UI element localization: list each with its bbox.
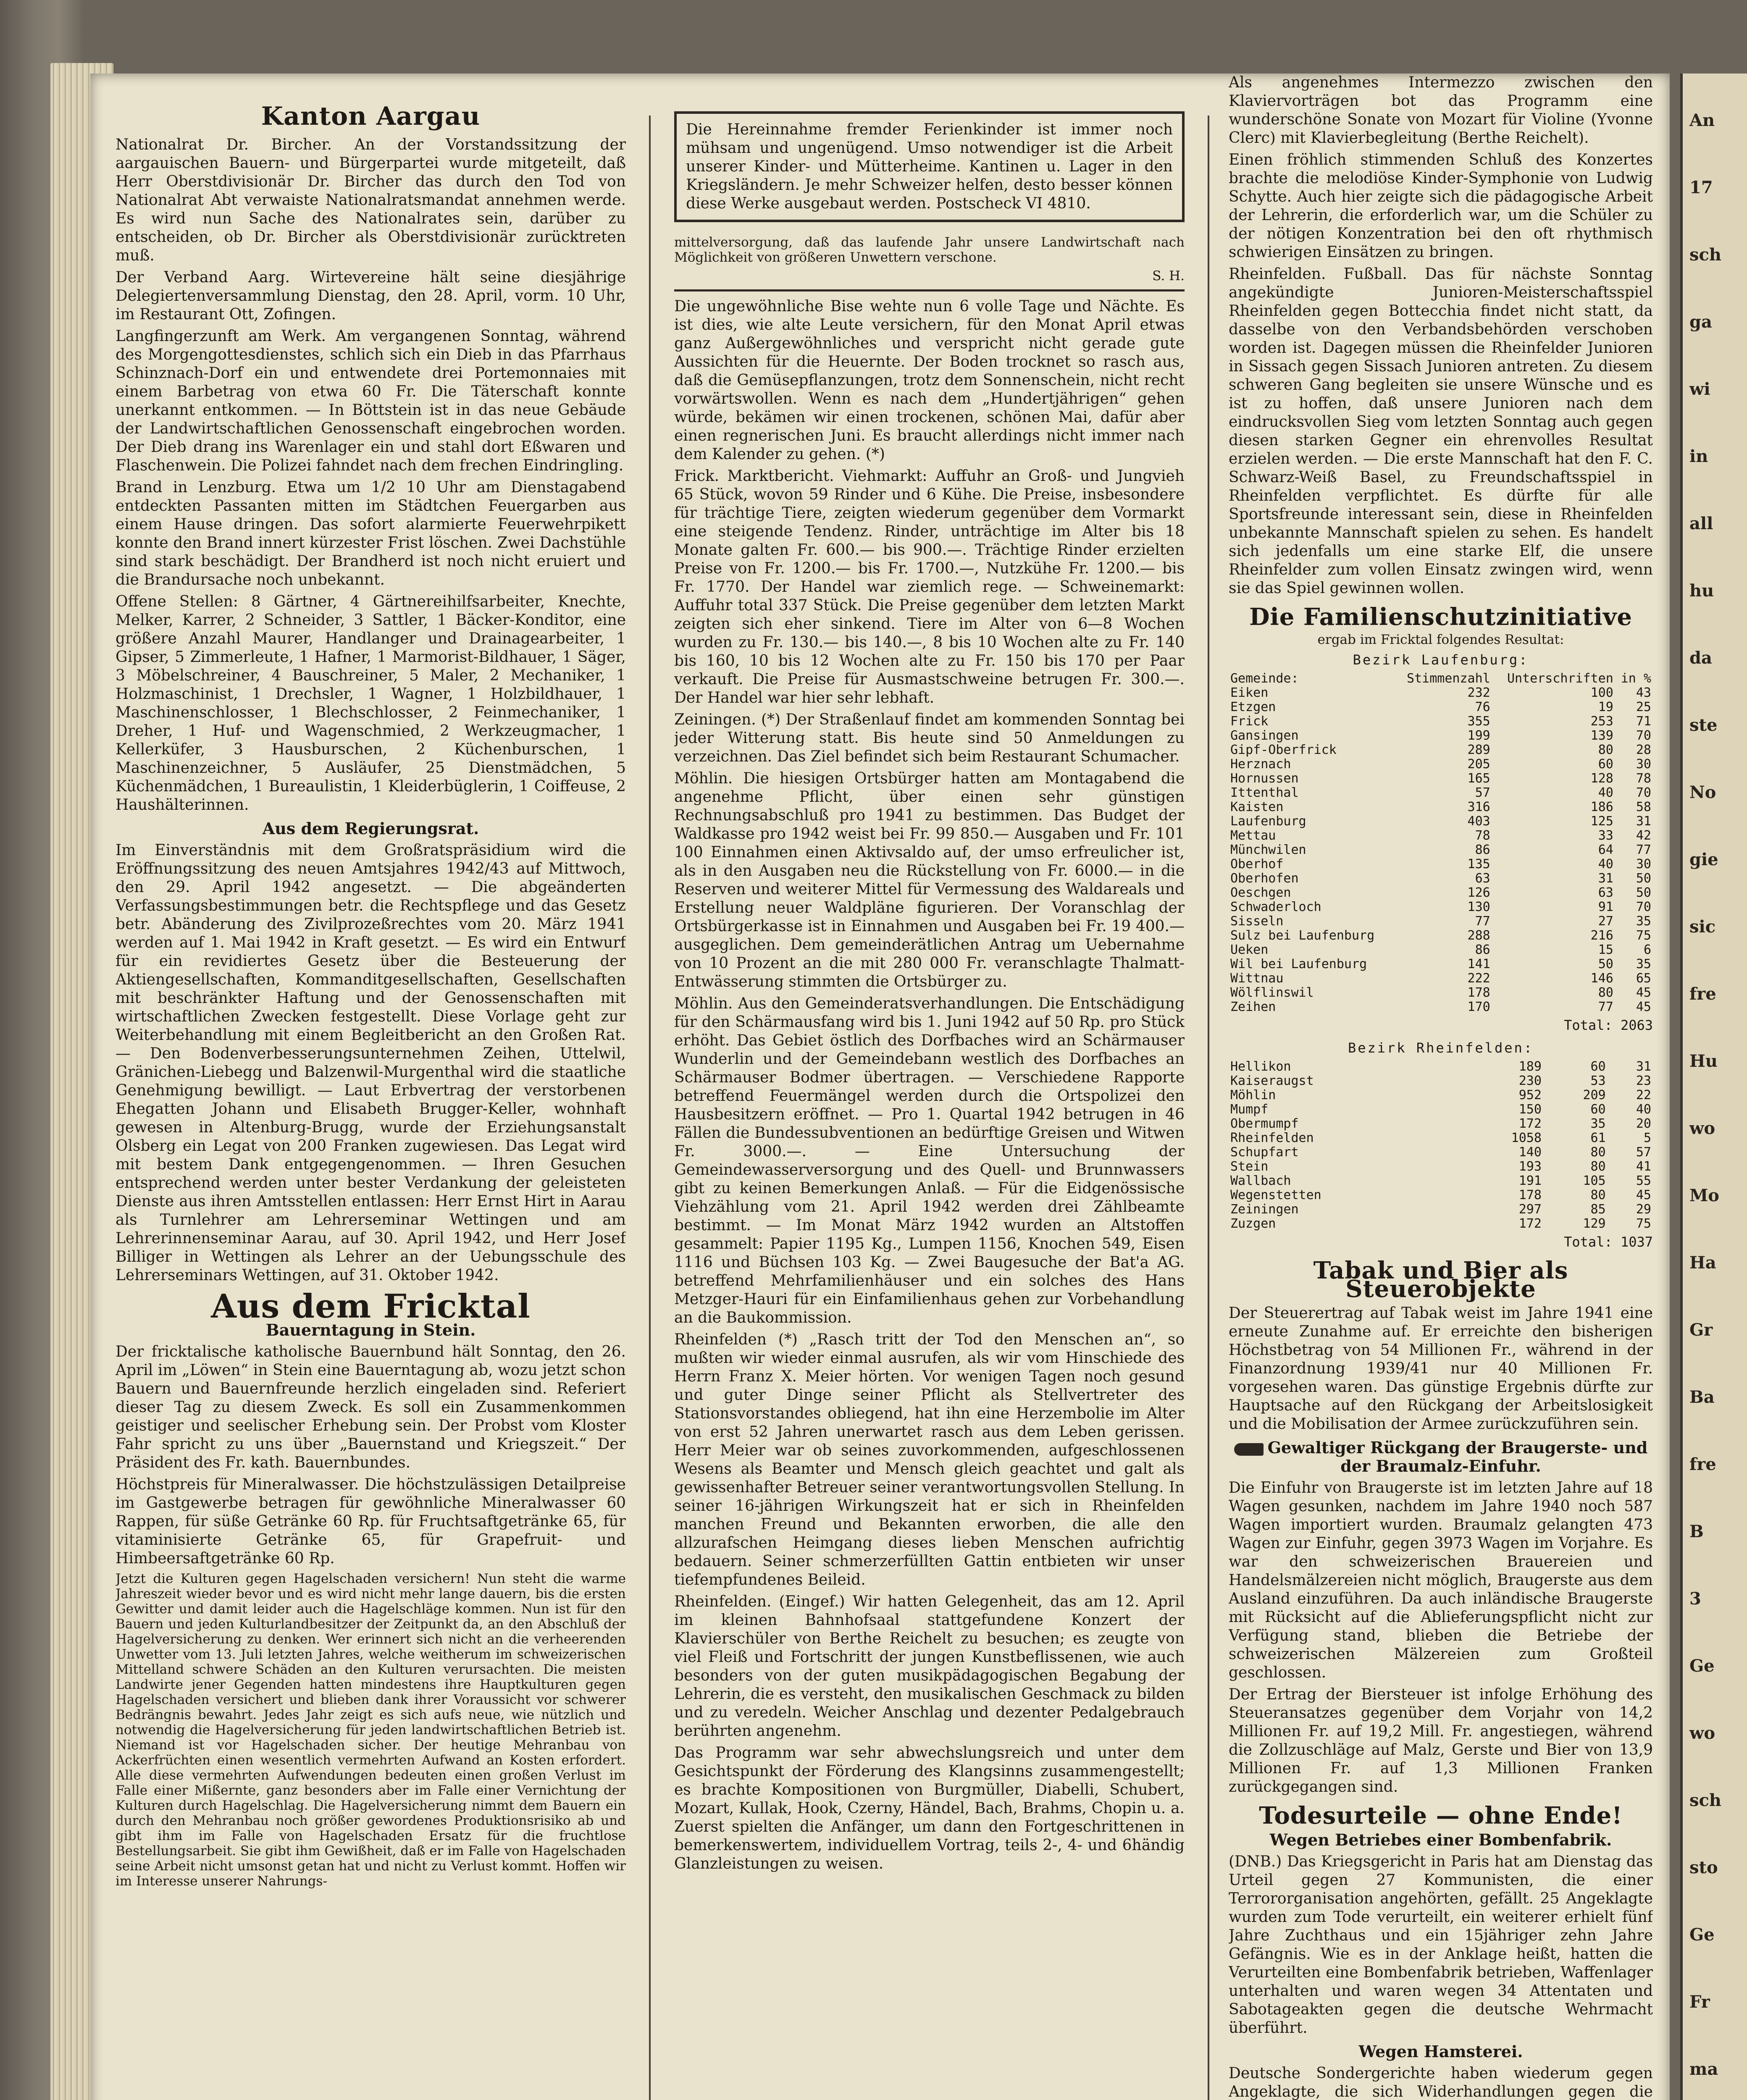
- number-cell: 253: [1590, 714, 1613, 729]
- municipality-cell: Mumpf: [1230, 1102, 1269, 1117]
- municipality-cell: Gansingen: [1230, 728, 1299, 743]
- number-cell: 135: [1467, 857, 1490, 872]
- number-cell: 65: [1636, 971, 1651, 986]
- col-header: Stimmenzahl: [1407, 671, 1490, 686]
- table-row: [1229, 1202, 1653, 1217]
- adjacent-page-text: No: [1689, 782, 1716, 802]
- number-cell: 1058: [1511, 1131, 1542, 1145]
- article-zeiningen: Zeiningen. (*) Der Straßenlauf findet am kommenden Sonntag bei jeder Witterung statt. Bis heute sind 50 Anmeldungen zu verzeichnen. Das Ziel befindet sich beim Restaurant Schumacher.: [674, 711, 1185, 765]
- article-bauerntagung: Der fricktalische katholische Bauernbund hält Sonntag, den 26. April im „Löwen“ in Stein eine Bauerntagung ab, wozu jetzt schon Bauern und Bauernfreunde herzlich eingeladen sind. Referiert dieser Tag zu diesem Zweck. Es soll ein Zusammenkommen geistiger und seelischer Erhebung sein. Der Probst vom Kloster Fahr spricht zu uns über „Bauernstand und Kriegszeit.“ Der Präsident des Fr. kath. Bauernbundes.: [116, 1343, 626, 1471]
- district-heading: Bezirk Rheinfelden:: [1348, 1040, 1534, 1056]
- article-fussball: Rheinfelden. Fußball. Das für nächste Sonntag angekündigte Junioren-Meisterschaftsspiel Rheinfelden gegen Bottecchia findet nicht statt, da dasselbe von den Verbandsbehörden verschoben worden ist. Dagegen müssen die Rheinfelder Junioren in Sissach gegen Sissach Junioren antreten. Zu diesem schweren Gang begleiten sie unsere Wünsche und es ist zu hoffen, daß unsere Junioren nach dem eindrucksvollen Sieg vom letzten Sonntag auch gegen diesen starken Gegner ein ehrenvolles Resultat erzielen werden. — Die erste Mannschaft hat den F. C. Schwarz-Weiß Basel, zu Freundschaftsspiel in Rheinfelden verpflichtet. Es dürfte für alle Sportsfreunde interessant sein, diese in Rheinfelden unbekannte Mannschaft spielen zu sehen. Es handelt sich jedenfalls um eine starke Elf, die unsere Rheinfelder zum vollen Einsatz zwingen wird, wenn sie das Spiel gewinnen wollen.: [1229, 265, 1653, 597]
- article-langfinger: Langfingerzunft am Werk. Am vergangenen Sonntag, während des Morgengottesdienstes, schlich sich ein Dieb in das Pfarrhaus Schinznach-Dorf ein und entwendete drei Portemonnaies mit einem Barbetrag von etwa 60 Fr. Die Täterschaft konnte unerkannt entkommen. — In Böttstein ist in das neue Gebäude der Landwirtschaftlichen Genossenschaft eingebrochen worden. Der Dieb drang ins Warenlager ein und stahl dort Eßwaren und Flaschenwein. Die Polizei fahndet nach dem frechen Eindringling.: [116, 328, 626, 474]
- number-cell: 80: [1598, 743, 1613, 757]
- municipality-cell: Gipf-Oberfrick: [1230, 743, 1337, 757]
- adjacent-page-text: gie: [1689, 850, 1718, 869]
- number-cell: 50: [1636, 885, 1651, 900]
- municipality-cell: Zeihen: [1230, 1000, 1276, 1014]
- number-cell: 42: [1636, 828, 1651, 843]
- number-cell: 31: [1636, 814, 1651, 829]
- number-cell: 76: [1475, 700, 1490, 714]
- adjacent-page-text: Ge: [1689, 1925, 1715, 1945]
- number-cell: 30: [1636, 857, 1651, 872]
- number-cell: 77: [1636, 843, 1651, 857]
- number-cell: 130: [1467, 900, 1490, 914]
- number-cell: 19: [1598, 700, 1613, 714]
- municipality-cell: Frick: [1230, 714, 1269, 729]
- number-cell: 129: [1583, 1216, 1606, 1231]
- adjacent-page-text: Hu: [1689, 1051, 1718, 1071]
- number-cell: 86: [1475, 942, 1490, 957]
- number-cell: 70: [1636, 728, 1651, 743]
- municipality-cell: Zeiningen: [1230, 1202, 1299, 1217]
- pointing-hand-icon: [1234, 1443, 1264, 1456]
- number-cell: 172: [1518, 1116, 1542, 1131]
- number-cell: 43: [1636, 685, 1651, 700]
- divider: [674, 289, 1185, 291]
- article-bircher: Nationalrat Dr. Bircher. An der Vorstandssitzung der aargauischen Bauern- und Bürgerpartei wurde mitgeteilt, daß Herr Oberstdivisionär Dr. Bircher das durch den Tod von Nationalrat Abt verwaiste Nationalratsmandat annehmen werde. Es wird nun Sache des Nationalrates sein, darüber zu entscheiden, ob Dr. Bircher als Oberstdivisionär zurücktreten muß.: [116, 136, 626, 264]
- municipality-cell: Oeschgen: [1230, 885, 1291, 900]
- municipality-cell: Oberhof: [1230, 857, 1284, 872]
- municipality-cell: Wegenstetten: [1230, 1188, 1321, 1202]
- number-cell: 316: [1467, 800, 1490, 814]
- number-cell: 57: [1636, 1145, 1651, 1160]
- number-cell: 35: [1636, 957, 1651, 971]
- table-row: [1229, 743, 1653, 757]
- number-cell: 33: [1598, 828, 1613, 843]
- adjacent-page-text: Mo: [1689, 1186, 1719, 1205]
- section-heading: Todesurteile — ohne Ende!: [1259, 1802, 1623, 1830]
- municipality-cell: Rheinfelden: [1230, 1131, 1314, 1145]
- subheading: Wegen Hamsterei.: [1358, 2042, 1523, 2061]
- table-row: [1229, 1088, 1653, 1102]
- article-rheinfelden-2: Rheinfelden. (Eingef.) Wir hatten Gelegenheit, das am 12. April im kleinen Bahnhofsaal stattgefundene Konzert der Klavierschüler von Berthe Reichelt zu besuchen; es zeugte von viel Fleiß und Fortschritt der jungen Kunstbeflissenen, wie auch besonders von der guten musikpädagogischen Begabung der Lehrerin, die es versteht, den musikalischen Geschmack zu bilden und zu veredeln. Weicher Anschlag und dezenter Pedalgebrauch berührten angenehm.: [674, 1593, 1185, 1740]
- adjacent-page-text: ga: [1689, 312, 1712, 332]
- column-rule: [1208, 116, 1209, 2100]
- number-cell: 23: [1636, 1074, 1651, 1088]
- municipality-cell: Zuzgen: [1230, 1216, 1276, 1231]
- table-row: [1229, 700, 1653, 714]
- number-cell: 232: [1467, 685, 1490, 700]
- number-cell: 45: [1636, 985, 1651, 1000]
- table-total: Total: 1037: [1564, 1234, 1653, 1250]
- municipality-cell: Schwaderloch: [1230, 900, 1321, 914]
- adjacent-page-text: 3: [1689, 1589, 1701, 1609]
- table-row: [1229, 757, 1653, 772]
- subheading-text: Gewaltiger Rückgang der Braugerste- und der Braumalz-Einfuhr.: [1267, 1438, 1648, 1475]
- adjacent-page-text: 17: [1689, 178, 1713, 197]
- section-heading: Aus dem Fricktal: [211, 1287, 531, 1326]
- adjacent-page-text: fre: [1689, 1454, 1716, 1474]
- number-cell: 58: [1636, 800, 1651, 814]
- table-row: [1229, 957, 1653, 971]
- article-moehlin-2: Möhlin. Aus den Gemeinderatsverhandlungen. Die Entschädigung für den Schärmausfang wird bis 1. Juni 1942 auf 50 Rp. pro Stück erhöht. Das Gebiet östlich des Dorfbaches wird an Schärmauser Wunderlin und der Gemeindebann westlich des Dorfbaches an Schärmauser Bodmer übertragen. — Verschiedene Rapporte betreffend Feuermängel werden durch die Ortspolizei den Hausbesitzern eröffnet. — Pro 1. Quartal 1942 betrugen in 46 Fällen die Bundessubventionen an bedürftige Greisen und Witwen Fr. 3000.—. — Eine Untersuchung der Gemeindewasserversorgung und des Quell- und Brunnwassers gibt zu keinen Bemerkungen Anlaß. — Für die Eidgenössische Viehzählung vom 21. April 1942 werden drei Zählbeamte bestimmt. — Im Monat März 1942 wurden an Altstoffen gesammelt: Papier 1195 Kg., Lumpen 1156, Knochen 549, Eisen 1116 und Büchsen 103 Kg. — Zwei Baugesuche der Bat'a AG. betreffend Mehrfamilienhäuser und ein solches des Hans Metzger-Hauri für ein Einfamilienhaus gehen zur Vorbehandlung an die Baukommission.: [674, 995, 1185, 1326]
- table-total: Total: 2063: [1564, 1017, 1653, 1033]
- section-heading: Kanton Aargau: [261, 102, 481, 131]
- table-row: [1229, 829, 1653, 843]
- adjacent-page-text: in: [1689, 446, 1708, 466]
- number-cell: 60: [1598, 757, 1613, 772]
- article-tabak: Der Steuerertrag auf Tabak weist im Jahre 1941 eine erneute Zunahme auf. Er erreichte den bisherigen Höchstbetrag von 54 Millionen Fr., während in der Finanzordnung 1939/41 nur 40 Millionen Fr. vorgesehen waren. Das günstige Ergebnis dürfte zur Hauptsache auf den Rückgang der Arbeitslosigkeit und die Mobilisation der Armee zurückzuführen sein.: [1229, 1305, 1653, 1433]
- number-cell: 191: [1518, 1173, 1542, 1188]
- article-stellen: Offene Stellen: 8 Gärtner, 4 Gärtnereihilfsarbeiter, Knechte, Melker, Karrer, 2 Schneider, 3 Sattler, 1 Bäcker-Konditor, eine größere Anzahl Maurer, Handlanger und Drainagearbeiter, 1 Gipser, 5 Zimmerleute, 1 Hafner, 1 Marmorist-Bildhauer, 1 Säger, 3 Möbelschreiner, 4 Bauschreiner, 5 Maler, 2 Mechaniker, 1 Holzmaschinist, 1 Drechsler, 1 Wagner, 1 Holzbildhauer, 1 Maschinenschlosser, 1 Blechschlosser, 2 Feinmechaniker, 1 Dreher, 1 Huf- und Wagenschmied, 2 Werkzeugmacher, 1 Kellerküfer, 3 Hausburschen, 2 Küchenburschen, 1 Maschinenzeichner, 5 Ausläufer, 25 Dienstmädchen, 5 Küchenmädchen, 1 Bureaulistin, 1 Kleiderbüglerin, 1 Coiffeuse, 2 Haushälterinnen.: [116, 593, 626, 814]
- number-cell: 31: [1598, 871, 1613, 886]
- number-cell: 209: [1583, 1088, 1606, 1102]
- number-cell: 61: [1590, 1131, 1606, 1145]
- municipality-cell: Sisseln: [1230, 914, 1284, 929]
- number-cell: 178: [1467, 985, 1490, 1000]
- table-row: [1229, 1217, 1653, 1231]
- table-row: [1229, 971, 1653, 986]
- table-row: [1229, 1117, 1653, 1131]
- table-row: [1229, 772, 1653, 786]
- subheading: Aus dem Regierungsrat.: [262, 819, 479, 838]
- municipality-cell: Ueken: [1230, 942, 1269, 957]
- number-cell: 78: [1475, 828, 1490, 843]
- adjacent-page-text: da: [1689, 648, 1712, 668]
- article-mineralwasser: Höchstpreis für Mineralwasser. Die höchstzulässigen Detailpreise im Gastgewerbe betragen für gewöhnliche Mineralwasser 60 Rappen, für süße Getränke 60 Rp. für Fruchtsaftgetränke 65, für vitaminisierte Getränke 65, für Grapefruit- und Himbeersaftgetränke 60 Rp.: [116, 1476, 626, 1567]
- number-cell: 150: [1518, 1102, 1542, 1117]
- number-cell: 75: [1636, 928, 1651, 943]
- number-cell: 141: [1467, 957, 1490, 971]
- number-cell: 5: [1643, 1131, 1651, 1145]
- article-schluss: Einen fröhlich stimmenden Schluß des Konzertes brachte die melodiöse Kinder-Symphonie von Ludwig Schytte. Auch hier zeigte sich die pädagogische Arbeit der Lehrerin, die erforderlich war, um die Schüler zu der nötigen Konzentration bei den oft rhythmisch schwierigen Einsätzen zu bringen.: [1229, 151, 1653, 261]
- municipality-cell: Stein: [1230, 1159, 1269, 1174]
- number-cell: 216: [1590, 928, 1613, 943]
- article-hagel: Jetzt die Kulturen gegen Hagelschaden versichern! Nun steht die warme Jahreszeit wieder bevor und es wird nicht mehr lange dauern, bis die ersten Gewitter und damit leider auch die Hagelschläge kommen. Nun ist für den Bauern und jeden Kulturlandbesitzer der Zeitpunkt da, an den Abschluß der Hagelversicherung zu denken. Wer erinnert sich nicht an die verheerenden Unwetter vom 13. Juli letzten Jahres, welche weitherum im schweizerischen Mittelland schwere Schäden an den Kulturen verursachten. Die meisten Landwirte jener Gegenden hatten mindestens ihre Hauptkulturen gegen Hagelschaden versichert und blieben dank ihrer Voraussicht vor schwerer Bedrängnis bewahrt. Jedes Jahr zeigt es sich aufs neue, wie nützlich und notwendig die Hagelversicherung für jeden landwirtschaftlichen Betrieb ist. Niemand ist vor Hagelschaden sicher. Der heutige Mehranbau von Ackerfrüchten einen wesentlich vermehrten Aufwand an Kosten erfordert. Alle diese vermehrten Aufwendungen bedeuten einen großen Verlust im Falle einer Mißernte, ganz besonders aber im Falle einer Vernichtung der Kulturen durch Hagelschlag. Die Hagelversicherung nimmt dem Bauern ein durch den Mehranbau noch größer gewordenes Produktionsrisiko ab und gibt ihm im Falle von Hagelschaden Ersatz für die fruchtlose Bestellungsarbeit. Sie gibt ihm Gewißheit, daß er im Falle von Hagelschaden seine Arbeit nicht umsonst getan hat und nicht zu Verlust kommt. Hoffen wir im Interesse unserer Nahrungs-: [116, 1571, 626, 1889]
- municipality-cell: Wil bei Laufenburg: [1230, 957, 1367, 971]
- number-cell: 172: [1518, 1216, 1542, 1231]
- column-3: [1229, 74, 1653, 2100]
- number-cell: 189: [1518, 1059, 1542, 1074]
- number-cell: 20: [1636, 1116, 1651, 1131]
- number-cell: 100: [1590, 685, 1613, 700]
- table-row: [1229, 1102, 1653, 1117]
- subheading: Wegen Betriebes einer Bombenfabrik.: [1269, 1830, 1612, 1849]
- table-row: [1229, 786, 1653, 800]
- adjacent-page-text: hu: [1689, 581, 1714, 601]
- appeal-box: Die Hereinnahme fremder Ferienkinder ist immer noch mühsam und ungenügend. Umso notwendiger ist die Arbeit unserer Kinder- und Mütterheime. Kantinen u. Lager in den Kriegsländern. Je mehr Schweizer helfen, desto besser können diese Werke ausgebaut werden. Postscheck VI 4810.: [674, 111, 1185, 222]
- number-cell: 6: [1643, 942, 1651, 957]
- adjacent-page-text: wo: [1689, 1118, 1715, 1138]
- adjacent-page-text: fre: [1689, 984, 1716, 1004]
- number-cell: 40: [1598, 785, 1613, 800]
- number-cell: 297: [1518, 1202, 1542, 1217]
- adjacent-page-text: Ba: [1689, 1387, 1715, 1407]
- table-intro: ergab im Fricktal folgendes Resultat:: [1317, 632, 1564, 647]
- adjacent-page-text: sic: [1689, 917, 1716, 937]
- municipality-cell: Kaiseraugst: [1230, 1074, 1314, 1088]
- adjacent-page-text: An: [1689, 110, 1715, 130]
- municipality-cell: Laufenburg: [1230, 814, 1306, 829]
- number-cell: 25: [1636, 700, 1651, 714]
- number-cell: 30: [1636, 757, 1651, 772]
- number-cell: 952: [1518, 1088, 1542, 1102]
- number-cell: 139: [1590, 728, 1613, 743]
- number-cell: 205: [1467, 757, 1490, 772]
- number-cell: 15: [1598, 942, 1613, 957]
- municipality-cell: Wölflinswil: [1230, 985, 1314, 1000]
- number-cell: 288: [1467, 928, 1490, 943]
- article-biersteuer: Der Ertrag der Biersteuer ist infolge Erhöhung des Steueransatzes gegenüber dem Vorjahr von 14,2 Millionen Fr. auf 19,2 Mill. Fr. angestiegen, während die Zollzuschläge auf Malz, Gerste und Bier von 13,9 Millionen Fr. auf 1,3 Millionen Franken zurückgegangen sind.: [1229, 1686, 1653, 1796]
- article-rheinfelden-3: Das Programm war sehr abwechslungsreich und unter dem Gesichtspunkt der Förderung des Klangsinns zusammengestellt; es brachte Kompositionen von Burgmüller, Diabelli, Schubert, Mozart, Kullak, Hook, Czerny, Händel, Bach, Brahms, Chopin u. a. Zuerst spielten die Anfänger, um dann den Fortgeschrittenen in bemerkenswertem, individuellem Vortrag, teils 2-, 4- und 6händig Glanzleistungen zu weisen.: [674, 1744, 1185, 1872]
- number-cell: 50: [1598, 957, 1613, 971]
- table-row: [1229, 1060, 1653, 1074]
- number-cell: 22: [1636, 1088, 1651, 1102]
- number-cell: 60: [1590, 1102, 1606, 1117]
- number-cell: 77: [1598, 1000, 1613, 1014]
- adjacent-page-text: all: [1689, 514, 1713, 533]
- article-braugerste: Die Einfuhr von Braugerste ist im letzten Jahre auf 18 Wagen gesunken, nachdem im Jahre 1940 noch 587 Wagen importiert wurden. Braumalz gelangten 473 Wagen zur Einfuhr, gegen 3973 Wagen im Vorjahre. Es war den schweizerischen Brauereien und Handelsmälzereien nicht möglich, Braugerste aus dem Ausland einzuführen. Da auch inländische Braugerste mit Rücksicht auf die Ablieferungspflicht nicht zur Verfügung stand, blieben die Betriebe der schweizerischen Mälzereien zum Großteil geschlossen.: [1229, 1479, 1653, 1681]
- number-cell: 140: [1518, 1145, 1542, 1160]
- article-hamsterei: Deutsche Sondergerichte haben wiederum gegen Angeklagte, die sich Widerhandlungen gegen die: [1229, 2065, 1653, 2100]
- municipality-cell: Obermumpf: [1230, 1116, 1299, 1131]
- number-cell: 31: [1636, 1059, 1651, 1074]
- number-cell: 165: [1467, 771, 1490, 786]
- article-wirtevereine: Der Verband Aarg. Wirtevereine hält seine diesjährige Delegiertenversammlung Dienstag, den 28. April, vorm. 10 Uhr, im Restaurant Ott, Zofingen.: [116, 269, 626, 323]
- municipality-cell: Hellikon: [1230, 1059, 1291, 1074]
- table-row: [1229, 814, 1653, 829]
- number-cell: 178: [1518, 1188, 1542, 1202]
- section-heading: Tabak und Bier als Steuerobjekte: [1313, 1257, 1568, 1303]
- newspaper-page: [90, 74, 1670, 2100]
- adjacent-page-text: wi: [1689, 379, 1710, 399]
- article-bise: Die ungewöhnliche Bise wehte nun 6 volle Tage und Nächte. Es ist dies, wie alte Leute versichern, für den Monat April etwas ganz Außergewöhnliches und verspricht nicht gerade gute Aussichten für die Heuernte. Der Boden trocknet so rasch aus, daß die Gemüsepflanzungen, trotz dem Sonnenschein, nicht recht vorwärtswollen. Wenn es nach dem „Hundertjährigen“ gehen würde, bekämen wir einen trockenen, schönen Mai, dafür aber einen regnerischen Juni. Es braucht allerdings nicht immer nach dem Kalender zu gehen. (*): [674, 298, 1185, 463]
- municipality-cell: Eiken: [1230, 685, 1269, 700]
- number-cell: 27: [1598, 914, 1613, 929]
- number-cell: 70: [1636, 900, 1651, 914]
- table-row: [1229, 843, 1653, 857]
- article-moehlin-1: Möhlin. Die hiesigen Ortsbürger hatten am Montagabend die angenehme Pflicht, über einen sehr günstigen Rechnungsabschluß pro 1941 zu bestimmen. Das Budget der Waldkasse pro 1942 weist bei Fr. 99 850.— Ausgaben und Fr. 101 100 Einnahmen einen Aktivsaldo auf, der umso erfreulicher ist, als in den Ausgaben neu die Rückstellung von Fr. 6000.— in die Reserven und weiterer Mittel für Vermessung des Waldareals und Erstellung neuer Waldpläne figurieren. Der Voranschlag der Ortsbürgerkasse ist in Einnahmen und Ausgaben bei Fr. 19 400.— ausgeglichen. Dem gemeinderätlichen Antrag um Uebernahme von 10 Prozent an die mit 280 000 Fr. veranschlagte Thalmatt-Entwässerung stimmten die Ortsbürger zu.: [674, 770, 1185, 990]
- number-cell: 128: [1590, 771, 1613, 786]
- number-cell: 80: [1590, 1159, 1606, 1174]
- number-cell: 60: [1590, 1059, 1606, 1074]
- number-cell: 230: [1518, 1074, 1542, 1088]
- table-row: [1229, 1131, 1653, 1145]
- number-cell: 45: [1636, 1000, 1651, 1014]
- adjacent-page-fragment: [1680, 74, 1747, 2100]
- municipality-cell: Wallbach: [1230, 1173, 1291, 1188]
- number-cell: 40: [1636, 1102, 1651, 1117]
- number-cell: 64: [1598, 843, 1613, 857]
- table-row: [1229, 1074, 1653, 1088]
- subheading: Bauerntagung in Stein.: [265, 1320, 476, 1339]
- number-cell: 71: [1636, 714, 1651, 729]
- article-brand: Brand in Lenzburg. Etwa um 1/2 10 Uhr am Dienstagabend entdeckten Passanten mitten im Städtchen Feuergarben aus einem Hause dringen. Das sofort alarmierte Feuerwehrpikett konnte den Brand innert kürzester Frist löschen. Zwei Dachstühle sind stark beschädigt. Der Brandherd ist noch nicht eruiert und die Brandursache noch unbekannt.: [116, 479, 626, 588]
- table-row: [1229, 729, 1653, 743]
- number-cell: 40: [1598, 857, 1613, 872]
- signature: S. H.: [1152, 268, 1185, 284]
- adjacent-page-text: B: [1689, 1522, 1704, 1541]
- table-row: [1229, 857, 1653, 872]
- column-2: [674, 74, 1185, 2100]
- number-cell: 126: [1467, 885, 1490, 900]
- col-header: Unterschriften: [1507, 671, 1613, 686]
- number-cell: 75: [1636, 1216, 1651, 1231]
- table-row: [1229, 1160, 1653, 1174]
- municipality-cell: Hornussen: [1230, 771, 1299, 786]
- column-rule: [649, 116, 651, 2100]
- number-cell: 91: [1598, 900, 1613, 914]
- number-cell: 50: [1636, 871, 1651, 886]
- number-cell: 63: [1598, 885, 1613, 900]
- number-cell: 80: [1598, 985, 1613, 1000]
- col-header: Gemeinde:: [1230, 671, 1299, 686]
- section-heading: Die Familienschutzinitiative: [1249, 603, 1633, 631]
- number-cell: 222: [1467, 971, 1490, 986]
- table-header-row: [1229, 672, 1653, 686]
- article-intermezzo: Als angenehmes Intermezzo zwischen den Klaviervorträgen bot das Programm eine wunderschöne Sonate von Mozart für Violine (Yvonne Clerc) mit Klavierbegleitung (Berthe Reichelt).: [1229, 74, 1653, 147]
- number-cell: 35: [1636, 914, 1651, 929]
- municipality-cell: Möhlin: [1230, 1088, 1276, 1102]
- number-cell: 55: [1636, 1173, 1651, 1188]
- table-row: [1229, 986, 1653, 1000]
- table-row: [1229, 1145, 1653, 1160]
- municipality-cell: Oberhofen: [1230, 871, 1299, 886]
- adjacent-page-text: ma: [1689, 2059, 1718, 2079]
- article-continuation: mittelversorgung, daß das laufende Jahr unsere Landwirtschaft nach Möglichkeit von größeren Unwettern verschone.: [674, 235, 1185, 265]
- municipality-cell: Wittnau: [1230, 971, 1284, 986]
- number-cell: 86: [1475, 843, 1490, 857]
- adjacent-page-text: sch: [1689, 245, 1721, 265]
- number-cell: 41: [1636, 1159, 1651, 1174]
- adjacent-page-text: Ha: [1689, 1253, 1716, 1273]
- article-regierungsrat: Im Einverständnis mit dem Großratspräsidium wird die Eröffnungssitzung des neuen Amtsjahres 1942/43 auf Mittwoch, den 29. April 1942 angesetzt. — Die abgeänderten Verfassungsbestimmungen betr. die Rechtspflege und das Gesetz betr. Abänderung des Zivilprozeßrechtes vom 20. März 1941 werden auf 1. Mai 1942 in Kraft gesetzt. — Es wird ein Entwurf für ein revidiertes Gesetz über die Besteuerung der Aktiengesellschaften, Kommanditgesellschaften, Gesellschaften mit beschränkter Haftung und der Genossenschaften mit wirtschaftlichen Zwecken festgestellt. Diese Vorlage geht zur Weiterbehandlung mit einem Begleitbericht an den Großen Rat. — Den Bodenverbesserungsunternehmen Zeihen, Uttelwil, Gränichen-Liebegg und Balzenwil-Murgenthal wird die staatliche Genehmigung bewilligt. — Laut Erbvertrag der verstorbenen Ehegatten Johann und Elisabeth Brugger-Keller, wohnhaft gewesen in Altenburg-Brugg, wurde der Erziehungsanstalt Olsberg ein Legat von 200 Franken zugewiesen. Das Legat wird mit bestem Dank entgegengenommen. — Ihren Gesuchen entsprechend werden unter bester Verdankung der geleisteten Dienste aus ihren Amtsstellen entlassen: Herr Ernst Hirt in Aarau als Turnlehrer am Lehrerseminar Wettingen und am Lehrerinnenseminar Aarau, auf 30. April 1942, und Herr Josef Billiger in Wettingen als Lehrer an der Uebungsschule des Lehrerseminars Wettingen, auf 31. Oktober 1942.: [116, 842, 626, 1284]
- subheading-with-icon: [1229, 1438, 1653, 1475]
- municipality-cell: Mettau: [1230, 828, 1276, 843]
- number-cell: 105: [1583, 1173, 1606, 1188]
- table-row: [1229, 1000, 1653, 1014]
- number-cell: 78: [1636, 771, 1651, 786]
- table-row: [1229, 714, 1653, 729]
- table-row: [1229, 1188, 1653, 1202]
- number-cell: 80: [1590, 1188, 1606, 1202]
- number-cell: 28: [1636, 743, 1651, 757]
- number-cell: 355: [1467, 714, 1490, 729]
- article-frick-markt: Frick. Marktbericht. Viehmarkt: Auffuhr an Groß- und Jungvieh 65 Stück, wovon 59 Rinder und 6 Kühe. Die Preise, insbesondere für trächtige Tiere, zeigten wiederum gegenüber dem Vormarkt eine steigende Tendenz. Rinder, unträchtige im Alter bis 18 Monate galten Fr. 600.— bis 900.—. Trächtige Rinder erzielten Preise von Fr. 1200.— bis Fr. 1700.—, Nutzkühe Fr. 1200.— bis Fr. 1770. Der Handel war ziemlich rege. — Schweinemarkt: Auffuhr total 337 Stück. Die Preise gegenüber dem letzten Markt zeigten sich eher sinkend. Tiere im Alter von 6—8 Wochen wurden zu Fr. 130.— bis 140.—, 8 bis 10 Wochen alte zu Fr. 140 bis 160, 10 bis 12 Wochen alte zu Fr. 150 bis 170 per Paar verkauft. Die Preise für Ausmastschweine betrugen Fr. 300.—. Der Handel war hier sehr lebhaft.: [674, 467, 1185, 706]
- results-table-laufenburg: [1229, 672, 1653, 1014]
- table-row: [1229, 943, 1653, 957]
- number-cell: 53: [1590, 1074, 1606, 1088]
- number-cell: 170: [1467, 1000, 1490, 1014]
- article-bombenfabrik: (DNB.) Das Kriegsgericht in Paris hat am Dienstag das Urteil gegen 27 Kommunisten, die einer Terrororganisation angehörten, gefällt. 25 Angeklagte wurden zum Tode verurteilt, ein weiterer erhielt fünf Jahre Zuchthaus und ein 15jähriger zehn Jahre Gefängnis. Wie es in der Anklage heißt, hatten die Verurteilten eine Bombenfabrik betrieben, Waffenlager unterhalten und waren wegen 34 Attentaten und Sabotageakten gegen die deutsche Wehrmacht überführt.: [1229, 1853, 1653, 2037]
- adjacent-page-text: Ge: [1689, 1656, 1715, 1676]
- number-cell: 146: [1590, 971, 1613, 986]
- number-cell: 85: [1590, 1202, 1606, 1217]
- number-cell: 403: [1467, 814, 1490, 829]
- number-cell: 289: [1467, 743, 1490, 757]
- table-row: [1229, 800, 1653, 814]
- municipality-cell: Schupfart: [1230, 1145, 1299, 1160]
- number-cell: 35: [1590, 1116, 1606, 1131]
- municipality-cell: Münchwilen: [1230, 843, 1306, 857]
- results-table-rheinfelden: [1229, 1060, 1653, 1231]
- table-row: [1229, 1174, 1653, 1188]
- number-cell: 199: [1467, 728, 1490, 743]
- number-cell: 125: [1590, 814, 1613, 829]
- adjacent-page-text: Fr: [1689, 1992, 1710, 2012]
- number-cell: 80: [1590, 1145, 1606, 1160]
- adjacent-page-text: ste: [1689, 715, 1718, 735]
- municipality-cell: Sulz bei Laufenburg: [1230, 928, 1375, 943]
- district-heading: Bezirk Laufenburg:: [1353, 652, 1529, 668]
- municipality-cell: Ittenthal: [1230, 785, 1299, 800]
- col-header: in %: [1621, 671, 1651, 686]
- number-cell: 57: [1475, 785, 1490, 800]
- table-row: [1229, 914, 1653, 929]
- table-row: [1229, 900, 1653, 914]
- number-cell: 77: [1475, 914, 1490, 929]
- number-cell: 193: [1518, 1159, 1542, 1174]
- number-cell: 63: [1475, 871, 1490, 886]
- article-rheinfelden-1: Rheinfelden (*) „Rasch tritt der Tod den Menschen an“, so mußten wir wieder einmal ausrufen, als wir vom Hinschiede des Herrn Franz X. Meier hörten. Vor wenigen Tagen noch gesund und guter Dinge seiner Pflicht als Stellvertreter des Stationsvorstandes obliegend, hat ihn eine Herzembolie im Alter von erst 52 Jahren unerwartet rasch aus dem Leben gerissen. Herr Meier war ob seines zuvorkommenden, aufgeschlossenen Wesens als Beamter und Mensch gleich geachtet und galt als gewissenhafter Betreuer seiner verantwortungsvollen Stellung. In seiner 16-jährigen Wirkungszeit hat er sich in Rheinfelden manchen Freund und Bekannten erworben, die alle den allzurafschen Heimgang dieses lieben Menschen aufrichtig bedauern. Seiner schmerzerfüllten Gattin entbieten wir unser tiefempfundenes Beileid.: [674, 1331, 1185, 1588]
- number-cell: 45: [1636, 1188, 1651, 1202]
- adjacent-page-text: sto: [1689, 1858, 1718, 1877]
- municipality-cell: Kaisten: [1230, 800, 1284, 814]
- table-row: [1229, 886, 1653, 900]
- municipality-cell: Etzgen: [1230, 700, 1276, 714]
- adjacent-page-text: Gr: [1689, 1320, 1713, 1340]
- adjacent-page-text: sch: [1689, 1790, 1721, 1810]
- table-row: [1229, 929, 1653, 943]
- column-1: [116, 74, 626, 2100]
- table-row: [1229, 686, 1653, 700]
- table-row: [1229, 872, 1653, 886]
- adjacent-page-text: wo: [1689, 1723, 1715, 1743]
- number-cell: 70: [1636, 785, 1651, 800]
- municipality-cell: Herznach: [1230, 757, 1291, 772]
- number-cell: 29: [1636, 1202, 1651, 1217]
- number-cell: 186: [1590, 800, 1613, 814]
